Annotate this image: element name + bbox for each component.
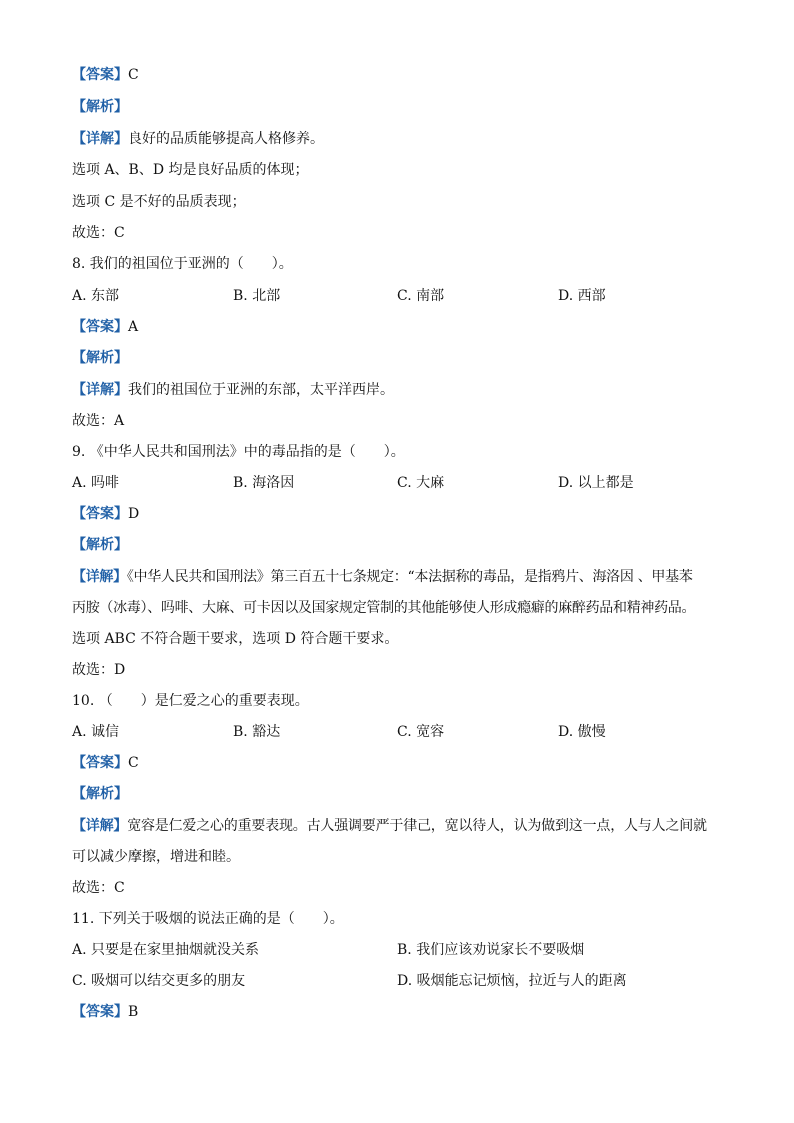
option-b: B. 北部 (233, 288, 281, 304)
answer-value: B (128, 1004, 139, 1020)
option-a: A. 只要是在家里抽烟就没关系 (72, 942, 260, 958)
answer-value: D (128, 506, 140, 522)
option-a: A. 吗啡 (72, 475, 120, 491)
analysis-line (72, 97, 128, 117)
conclusion-line: 故选：A (72, 413, 125, 429)
analysis-line (72, 784, 128, 804)
option-b: B. 海洛因 (233, 475, 295, 491)
detail-tag: 【详解】 (72, 131, 128, 147)
conclusion-line: 故选：C (72, 225, 125, 241)
option-c: C. 宽容 (397, 724, 445, 740)
answer-line (72, 753, 139, 773)
answer-line (72, 65, 139, 85)
question-stem: 10. （ ）是仁爱之心的重要表现。 (72, 693, 309, 709)
analysis-line (72, 535, 128, 555)
option-b: B. 我们应该劝说家长不要吸烟 (397, 942, 585, 958)
analysis-tag: 【解析】 (72, 350, 128, 366)
detail-text-line: 选项 ABC 不符合题干要求，选项 D 符合题干要求。 (72, 631, 399, 647)
conclusion-line: 故选：C (72, 880, 125, 896)
detail-text-line: 选项 A、B、D 均是良好品质的体现； (72, 162, 309, 178)
analysis-tag: 【解析】 (72, 537, 128, 553)
option-a: A. 东部 (72, 288, 120, 304)
option-d: D. 傲慢 (558, 724, 606, 740)
analysis-tag: 【解析】 (72, 786, 128, 802)
detail-tag: 【详解】 (72, 382, 128, 398)
answer-tag: 【答案】 (72, 67, 128, 83)
detail-line (72, 816, 707, 836)
option-c: C. 南部 (397, 288, 445, 304)
question-stem: 8. 我们的祖国位于亚洲的（ ）。 (72, 256, 293, 272)
detail-text-line: 丙胺（冰毒）、吗啡、大麻、可卡因以及国家规定管制的其他能够使人形成瘾癖的麻醉药品和精神药品。 (72, 600, 696, 616)
detail-text-line: 选项 C 是不好的品质表现； (72, 194, 246, 210)
option-d: D. 以上都是 (558, 475, 634, 491)
answer-tag: 【答案】 (72, 1004, 128, 1020)
answer-line (72, 317, 138, 337)
detail-text: 我们的祖国位于亚洲的东部，太平洋西岸。 (128, 382, 394, 398)
answer-line (72, 1002, 138, 1022)
analysis-tag: 【解析】 (72, 99, 128, 115)
answer-line (72, 504, 139, 524)
detail-text: 《中华人民共和国刑法》第三百五十七条规定：“本法据称的毒品，是指鸦片、海洛因 、甲基苯 (126, 569, 693, 585)
detail-line (72, 380, 394, 400)
detail-text: 良好的品质能够提高人格修养。 (128, 131, 324, 147)
detail-text-line: 可以减少摩擦，增进和睦。 (72, 849, 240, 865)
option-a: A. 诚信 (72, 724, 120, 740)
answer-value: C (128, 67, 139, 83)
question-stem: 9. 《中华人民共和国刑法》中的毒品指的是（ ）。 (72, 444, 405, 460)
option-d: D. 吸烟能忘记烦恼，拉近与人的距离 (397, 973, 627, 989)
answer-value: C (128, 755, 139, 771)
analysis-line (72, 348, 128, 368)
option-b: B. 豁达 (233, 724, 281, 740)
detail-line (72, 567, 693, 587)
detail-text: 宽容是仁爱之心的重要表现。古人强调要严于律己，宽以待人，认为做到这一点，人与人之间就 (127, 818, 707, 834)
answer-value: A (128, 319, 139, 335)
detail-tag: 【详解】 (72, 818, 128, 834)
answer-tag: 【答案】 (72, 319, 128, 335)
option-c: C. 吸烟可以结交更多的朋友 (72, 973, 246, 989)
option-d: D. 西部 (558, 288, 606, 304)
detail-tag: 【详解】 (72, 569, 127, 585)
conclusion-line: 故选：D (72, 662, 126, 678)
answer-tag: 【答案】 (72, 755, 128, 771)
question-stem: 11. 下列关于吸烟的说法正确的是（ ）。 (72, 911, 344, 927)
answer-tag: 【答案】 (72, 506, 128, 522)
option-c: C. 大麻 (397, 475, 445, 491)
detail-line (72, 129, 324, 149)
